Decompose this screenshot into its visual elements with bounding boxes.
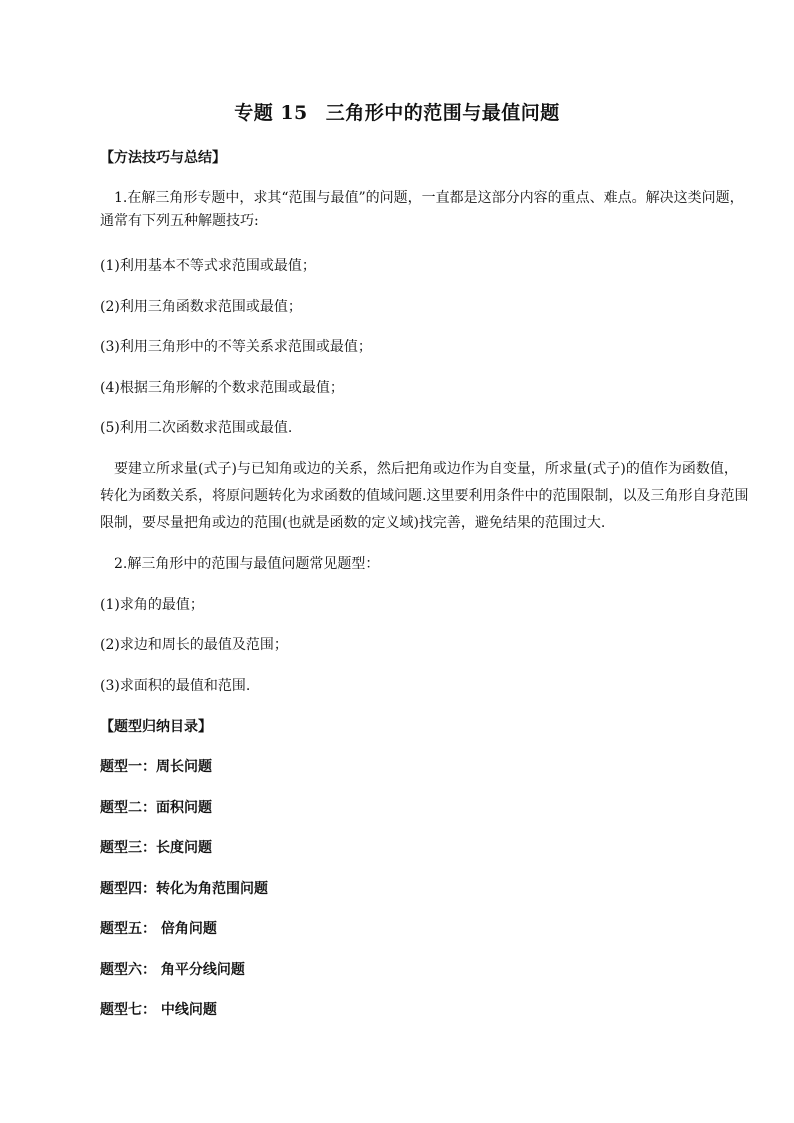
catalog-item-4: 题型四：转化为角范围问题 [100,881,268,897]
catalog-item-2: 题型二：面积问题 [100,800,212,816]
section-header-catalog: 【题型归纳目录】 [100,719,212,735]
technique-3: (3)利用三角形中的不等关系求范围或最值； [100,339,372,355]
paragraph-1-line-2: 通常有下列五种解题技巧: [100,213,259,229]
paragraph-3: 2.解三角形中的范围与最值问题常见题型： [114,556,380,572]
paragraph-1-line-1: 1.在解三角形专题中，求其“范围与最值”的问题，一直都是这部分内容的重点、难点。解决这类问题， [114,190,744,206]
catalog-item-7: 题型七： 中线问题 [100,1002,217,1018]
catalog-item-1: 题型一：周长问题 [100,759,212,775]
paragraph-2-line-2: 转化为函数关系，将原问题转化为求函数的值域问题.这里要利用条件中的范围限制，以及三角形自身范围 [100,488,749,504]
catalog-item-6: 题型六： 角平分线问题 [100,962,245,978]
catalog-item-3: 题型三：长度问题 [100,840,212,856]
technique-1: (1)利用基本不等式求范围或最值； [100,258,316,274]
title-prefix: 专题 15 [234,102,308,124]
problem-type-2: (2)求边和周长的最值及范围； [100,637,288,653]
problem-type-1: (1)求角的最值； [100,597,204,613]
paragraph-2-line-3: 限制，要尽量把角或边的范围(也就是函数的定义域)找完善，避免结果的范围过大. [100,515,606,531]
section-header-methods: 【方法技巧与总结】 [100,150,226,166]
page-title [0,98,794,125]
catalog-item-5: 题型五： 倍角问题 [100,921,217,937]
technique-2: (2)利用三角函数求范围或最值； [100,299,302,315]
paragraph-2-line-1: 要建立所求量(式子)与已知角或边的关系，然后把角或边作为自变量，所求量(式子)的值作为函数值， [114,461,738,477]
problem-type-3: (3)求面积的最值和范围. [100,678,251,694]
technique-5: (5)利用二次函数求范围或最值. [100,420,293,436]
title-main: 三角形中的范围与最值问题 [325,102,560,124]
technique-4: (4)根据三角形解的个数求范围或最值； [100,380,344,396]
